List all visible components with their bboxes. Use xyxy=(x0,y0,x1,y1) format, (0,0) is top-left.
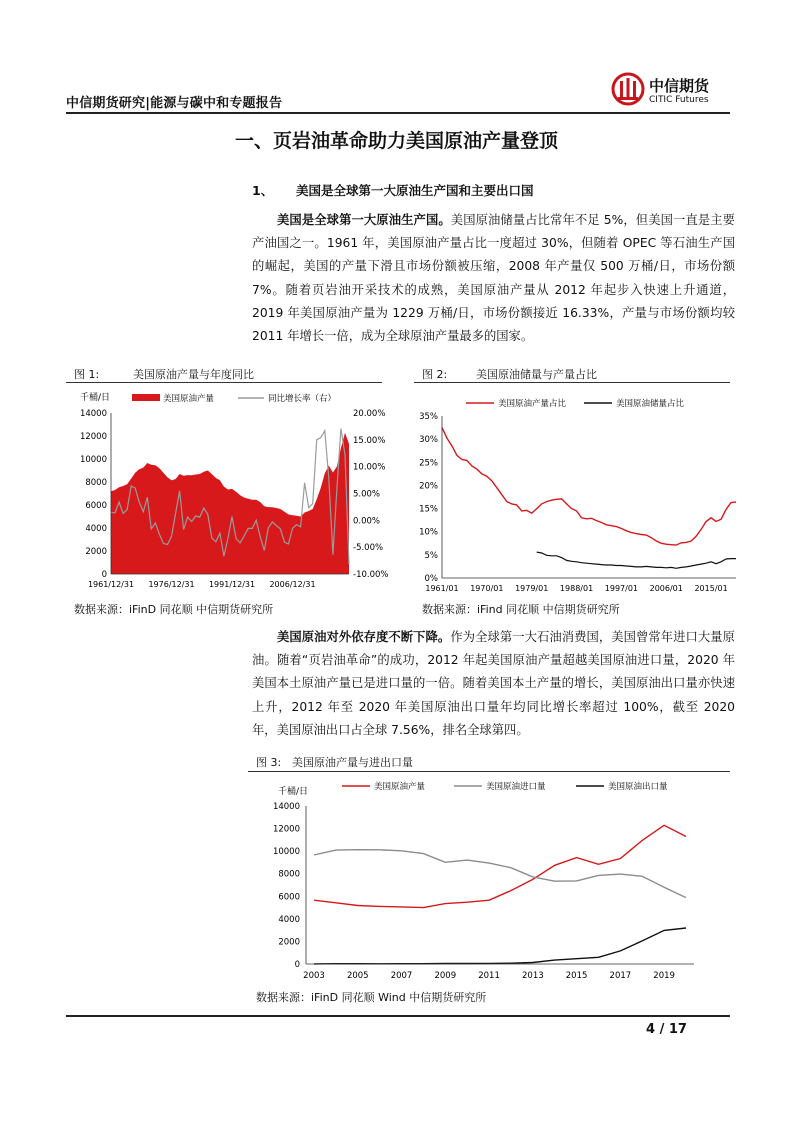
fig2-x-tick: 1988/01 xyxy=(559,584,594,593)
fig3-x-tick: 2003 xyxy=(303,971,325,981)
fig1-y-tick: 6000 xyxy=(85,501,107,511)
figure-2-title: 美国原油储量与产量占比 xyxy=(476,368,597,381)
citic-futures-logo xyxy=(611,71,751,111)
figure-1-title: 美国原油产量与年度同比 xyxy=(133,368,254,381)
fig1-x-tick: 1991/12/31 xyxy=(208,580,256,589)
chart-line-us-exports xyxy=(314,928,686,964)
chart-line-us-imports xyxy=(314,850,686,898)
fig1-legend-swatch-production xyxy=(132,394,160,401)
fig1-y-tick: 4000 xyxy=(85,524,107,534)
paragraph-2 xyxy=(252,626,735,742)
page-number: 4 / 17 xyxy=(646,1022,687,1037)
citic-logo-icon xyxy=(611,71,645,107)
fig1-x-tick: 1976/12/31 xyxy=(148,580,195,589)
chart-line-us-production xyxy=(314,825,686,907)
fig1-y2-tick: 10.00% xyxy=(353,462,386,473)
footer-divider xyxy=(66,1015,730,1017)
fig3-legend-exports: 美国原油出口量 xyxy=(608,782,668,792)
fig2-y-tick: 30% xyxy=(419,435,438,446)
header-divider xyxy=(66,112,730,114)
fig2-y-tick: 25% xyxy=(419,458,438,469)
logo-text-en: CITIC Futures xyxy=(649,95,709,105)
fig1-y2-tick: 15.00% xyxy=(353,435,386,446)
fig2-x-tick: 1979/01 xyxy=(515,584,549,593)
fig3-x-tick: 2017 xyxy=(609,971,632,981)
paragraph-1-body: 美国原油储量占比常年不足 5%，但美国一直是主要产油国之一。1961 年，美国原油产量占比一度超过 30%，但随着 OPEC 等石油生产国的崛起，美国的产量下滑且市场份额被压缩，2008 年产量仅 500 万桶/日，市场份额 7%。随着页岩油开采技术的成熟，美国原油产量从 2012 年起步入快速上升通道，2019 年美国原油产量为 1229 万桶/日，市场份额接近 16.33%，产量与市场份额均较 2011 年增长一倍，成为全球原油产量最多的国家。 xyxy=(252,213,735,344)
fig1-y-tick: 8000 xyxy=(85,478,107,488)
fig2-legend-reserves: 美国原油储量占比 xyxy=(616,399,685,409)
chart-line-production-share xyxy=(442,428,736,545)
fig3-x-tick: 2009 xyxy=(434,971,457,981)
fig2-y-tick: 35% xyxy=(419,412,438,422)
fig2-legend-production: 美国原油产量占比 xyxy=(498,399,567,409)
paragraph-2-body: 作为全球第一大石油消费国，美国曾常年进口大量原油。随着“页岩油革命”的成功，2012 年起美国原油产量超越美国原油进口量，2020 年美国本土原油产量已是进口量的一倍。随着美国本土产量的增长，美国原油出口量亦快速上升，2012 年至 2020 年美国原油出口量年均同比增长率超过 100%，截至 2020 年，美国原油出口占全球 7.56%，排名全球第四。 xyxy=(252,630,735,737)
fig1-y2-tick: 20.00% xyxy=(353,409,386,419)
fig3-x-tick: 2019 xyxy=(653,971,675,981)
fig3-y-tick: 4000 xyxy=(278,914,300,925)
figure-3-label: 图 3: xyxy=(256,756,282,769)
fig3-y-tick: 8000 xyxy=(278,869,300,880)
figure-2-source: 数据来源：iFind 同花顺 中信期货研究所 xyxy=(422,603,620,616)
fig2-y-tick: 10% xyxy=(419,527,438,538)
fig3-y-unit: 千桶/日 xyxy=(278,787,309,797)
fig1-legend-yoy: 同比增长率（右） xyxy=(268,394,337,404)
figure-3-rule xyxy=(248,771,730,772)
figure-1-chart xyxy=(66,386,396,598)
figure-1-rule xyxy=(66,382,382,383)
figure-3-title: 美国原油产量与进出口量 xyxy=(292,756,413,769)
fig1-legend-production: 美国原油产量 xyxy=(163,394,215,404)
fig1-y-tick: 10000 xyxy=(79,455,107,465)
paragraph-2-lead: 美国原油对外依存度不断下降。 xyxy=(277,630,451,644)
fig1-x-tick: 2006/12/31 xyxy=(269,580,316,589)
fig1-y-tick: 2000 xyxy=(85,547,107,557)
fig2-x-tick: 2015/01 xyxy=(694,584,728,593)
fig3-y-tick: 10000 xyxy=(272,847,300,858)
figure-1-source: 数据来源：iFinD 同花顺 中信期货研究所 xyxy=(74,603,274,616)
fig1-y2-tick: 5.00% xyxy=(353,489,381,500)
paragraph-1-lead: 美国是全球第一大原油生产国。 xyxy=(277,213,451,227)
fig1-y-tick: 12000 xyxy=(79,432,107,442)
fig3-y-tick: 14000 xyxy=(272,802,300,812)
fig3-y-tick: 12000 xyxy=(272,824,300,835)
fig2-x-tick: 1961/01 xyxy=(425,584,459,593)
fig1-y2-tick: -5.00% xyxy=(353,543,384,554)
subsection-number: 1、 xyxy=(252,183,274,198)
fig2-y-tick: 5% xyxy=(424,550,438,561)
fig2-y-tick: 20% xyxy=(419,481,438,492)
fig1-y2-tick: 0.00% xyxy=(353,516,381,527)
fig1-y2-tick: -10.00% xyxy=(353,570,389,580)
fig3-y-tick: 2000 xyxy=(278,937,300,948)
figure-2-rule xyxy=(414,382,730,383)
figure-1-label: 图 1: xyxy=(74,368,100,381)
subsection-title: 美国是全球第一大原油生产国和主要出口国 xyxy=(296,183,534,198)
paragraph-1 xyxy=(252,209,735,348)
report-header-title: 中信期货研究|能源与碳中和专题报告 xyxy=(66,96,283,111)
fig1-y-tick: 14000 xyxy=(79,409,107,419)
fig2-y-tick: 15% xyxy=(419,504,438,515)
subsection-heading xyxy=(252,181,534,199)
fig3-x-tick: 2015 xyxy=(565,971,588,981)
fig2-x-tick: 1997/01 xyxy=(604,584,639,593)
fig3-x-tick: 2005 xyxy=(346,971,369,981)
fig3-legend-imports: 美国原油进口量 xyxy=(486,782,546,792)
section-title: 一、页岩油革命助力美国原油产量登顶 xyxy=(234,130,558,152)
fig3-x-tick: 2007 xyxy=(390,971,413,981)
figure-3-chart xyxy=(248,774,730,986)
fig3-x-tick: 2011 xyxy=(478,971,500,981)
fig3-y-tick: 6000 xyxy=(278,892,300,903)
fig2-x-tick: 2006/01 xyxy=(649,584,683,593)
chart-line-reserves-share xyxy=(537,552,736,568)
fig1-x-tick: 1961/12/31 xyxy=(87,580,135,589)
figure-2-chart xyxy=(414,386,744,598)
fig1-y-tick: 0 xyxy=(101,570,107,580)
figure-3-source: 数据来源：iFinD 同花顺 Wind 中信期货研究所 xyxy=(256,991,487,1004)
fig2-x-tick: 1970/01 xyxy=(470,584,504,593)
fig3-y-tick: 0 xyxy=(294,960,300,970)
fig3-x-tick: 2013 xyxy=(522,971,544,981)
fig3-legend-production: 美国原油产量 xyxy=(374,782,426,792)
fig2-y-tick: 0% xyxy=(424,574,438,584)
logo-text-cn: 中信期货 xyxy=(649,77,710,95)
figure-2-label: 图 2: xyxy=(422,368,448,381)
fig1-y-unit: 千桶/日 xyxy=(80,393,111,403)
